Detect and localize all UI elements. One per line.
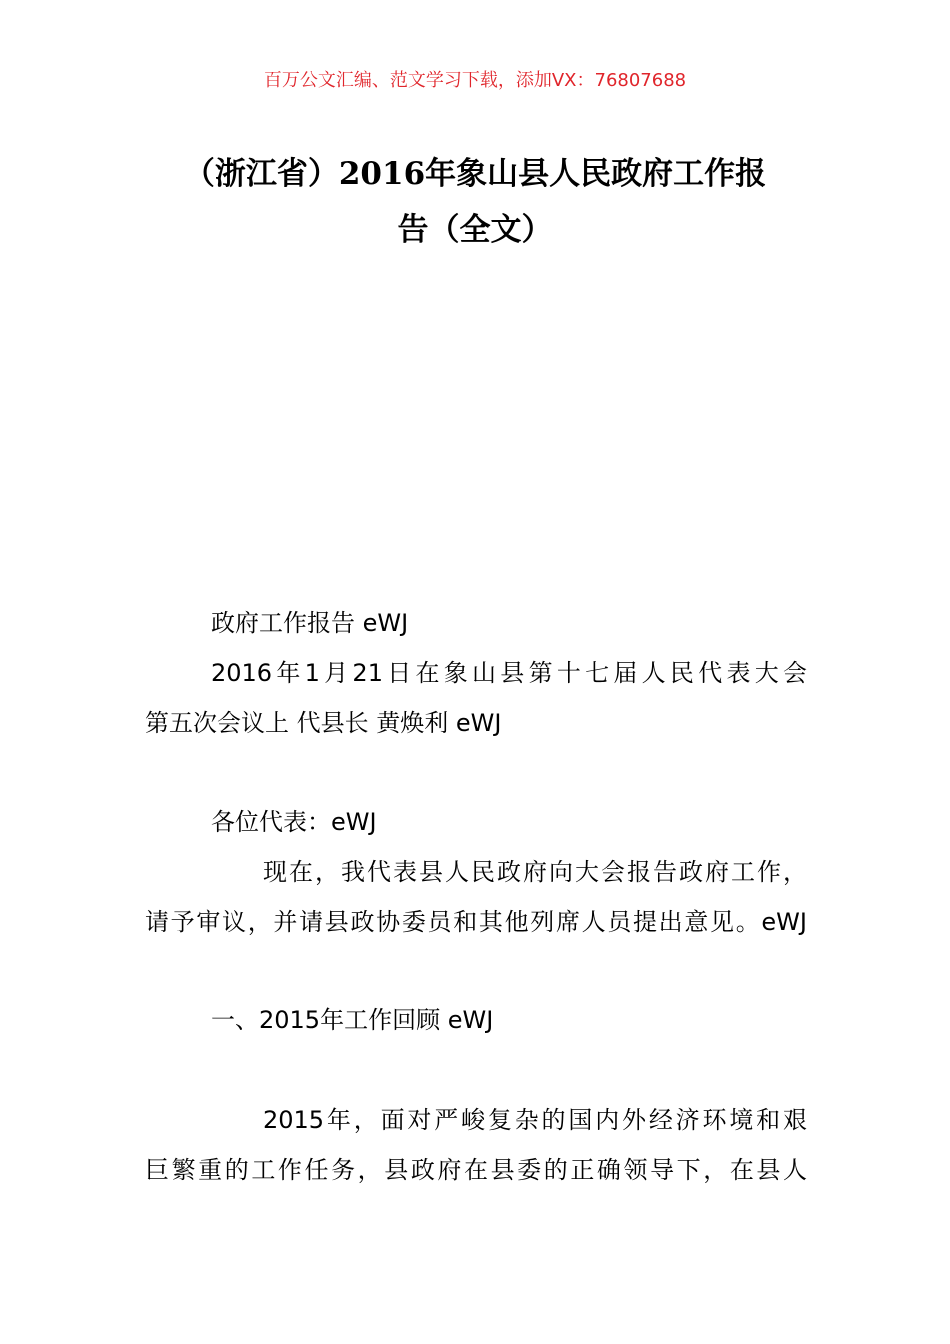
report-label: 政府工作报告 eWJ bbox=[211, 609, 409, 637]
meeting-info-line-1: 2016年1月21日在象山县第十七届人民代表大会 bbox=[211, 659, 807, 687]
review-line-1: 2015年，面对严峻复杂的国内外经济环境和艰 bbox=[263, 1106, 807, 1134]
salutation: 各位代表：eWJ bbox=[211, 808, 377, 836]
header-note: 百万公文汇编、范文学习下载，添加VX：76807688 bbox=[263, 70, 687, 91]
intro-paragraph bbox=[145, 847, 807, 947]
section-heading-review: 一、2015年工作回顾 eWJ bbox=[211, 1006, 494, 1034]
title-line-1: （浙江省）2016年象山县人民政府工作报 bbox=[183, 156, 767, 192]
document-title bbox=[145, 146, 805, 258]
review-line-2: 巨繁重的工作任务，县政府在县委的正确领导下，在县人 bbox=[145, 1156, 807, 1184]
review-paragraph bbox=[145, 1095, 807, 1195]
intro-line-1: 现在，我代表县人民政府向大会报告政府工作， bbox=[263, 858, 807, 886]
meeting-info bbox=[145, 648, 807, 748]
title-line-2: 告（全文） bbox=[397, 212, 553, 248]
meeting-info-line-2: 第五次会议上 代县长 黄焕利 eWJ bbox=[145, 709, 502, 737]
intro-line-2: 请予审议，并请县政协委员和其他列席人员提出意见。eWJ bbox=[145, 908, 807, 936]
